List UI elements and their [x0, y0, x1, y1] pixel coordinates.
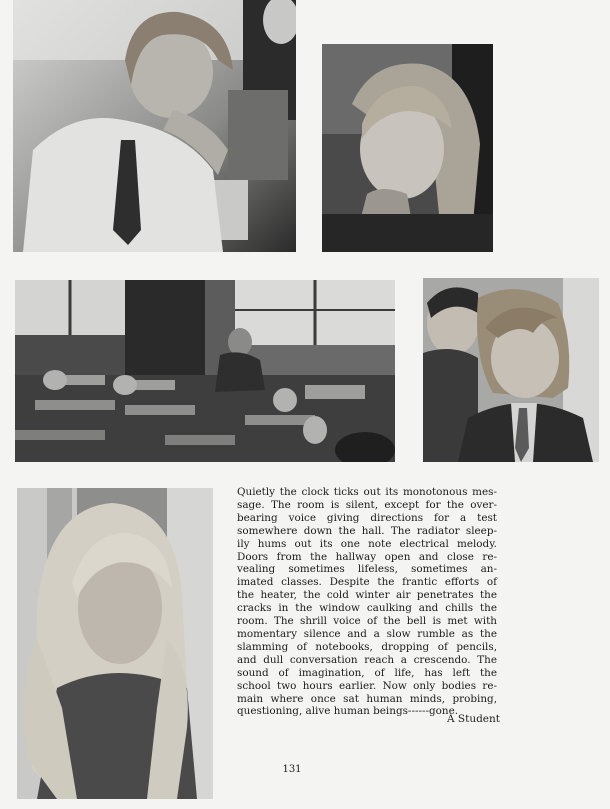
photo-boy-with-tie [13, 0, 296, 252]
essay-line: sound of imagination, of life, has left the [237, 666, 497, 679]
photo-girl-long-hair [17, 488, 213, 799]
photo-girl-resting-chin [322, 44, 493, 252]
essay-line: slamming of notebooks, dropping of pencils, [237, 640, 497, 653]
essay-line: vealing sometimes lifeless, sometimes an- [237, 563, 497, 576]
essay-line: somewhere down the hall. The radiator sleep- [237, 524, 497, 537]
essay-text [237, 486, 497, 718]
essay-line: bearing voice giving directions for a test [237, 511, 497, 524]
essay-line: and dull conversation reach a crescendo. The [237, 653, 497, 666]
photo-classroom-student [15, 280, 395, 462]
essay-line: cracks in the window caulking and chills the [237, 602, 497, 615]
page-number: 131 [282, 764, 302, 775]
essay-line: imated classes. Despite the frantic efforts of [237, 576, 497, 589]
essay-line: sage. The room is silent, except for the over- [237, 498, 497, 511]
essay-line: questioning, alive human beings------gone. [237, 705, 459, 718]
essay-line: the heater, the cold winter air penetrates the [237, 589, 497, 602]
essay-line: main where once sat human minds, probing, [237, 692, 497, 705]
essay-line: ily hums out its one note electrical melody. [237, 537, 497, 550]
essay-line: Quietly the clock ticks out its monotonous mes- [237, 486, 497, 498]
essay-author: A Student [446, 713, 500, 725]
photo-two-boys [423, 278, 599, 462]
essay-line: Doors from the hallway open and close re- [237, 550, 497, 563]
essay-line: school two hours earlier. Now only bodies re- [237, 679, 497, 692]
essay-line: momentary silence and a slow rumble as the [237, 627, 497, 640]
essay-line: room. The shrill voice of the bell is met with [237, 615, 497, 628]
